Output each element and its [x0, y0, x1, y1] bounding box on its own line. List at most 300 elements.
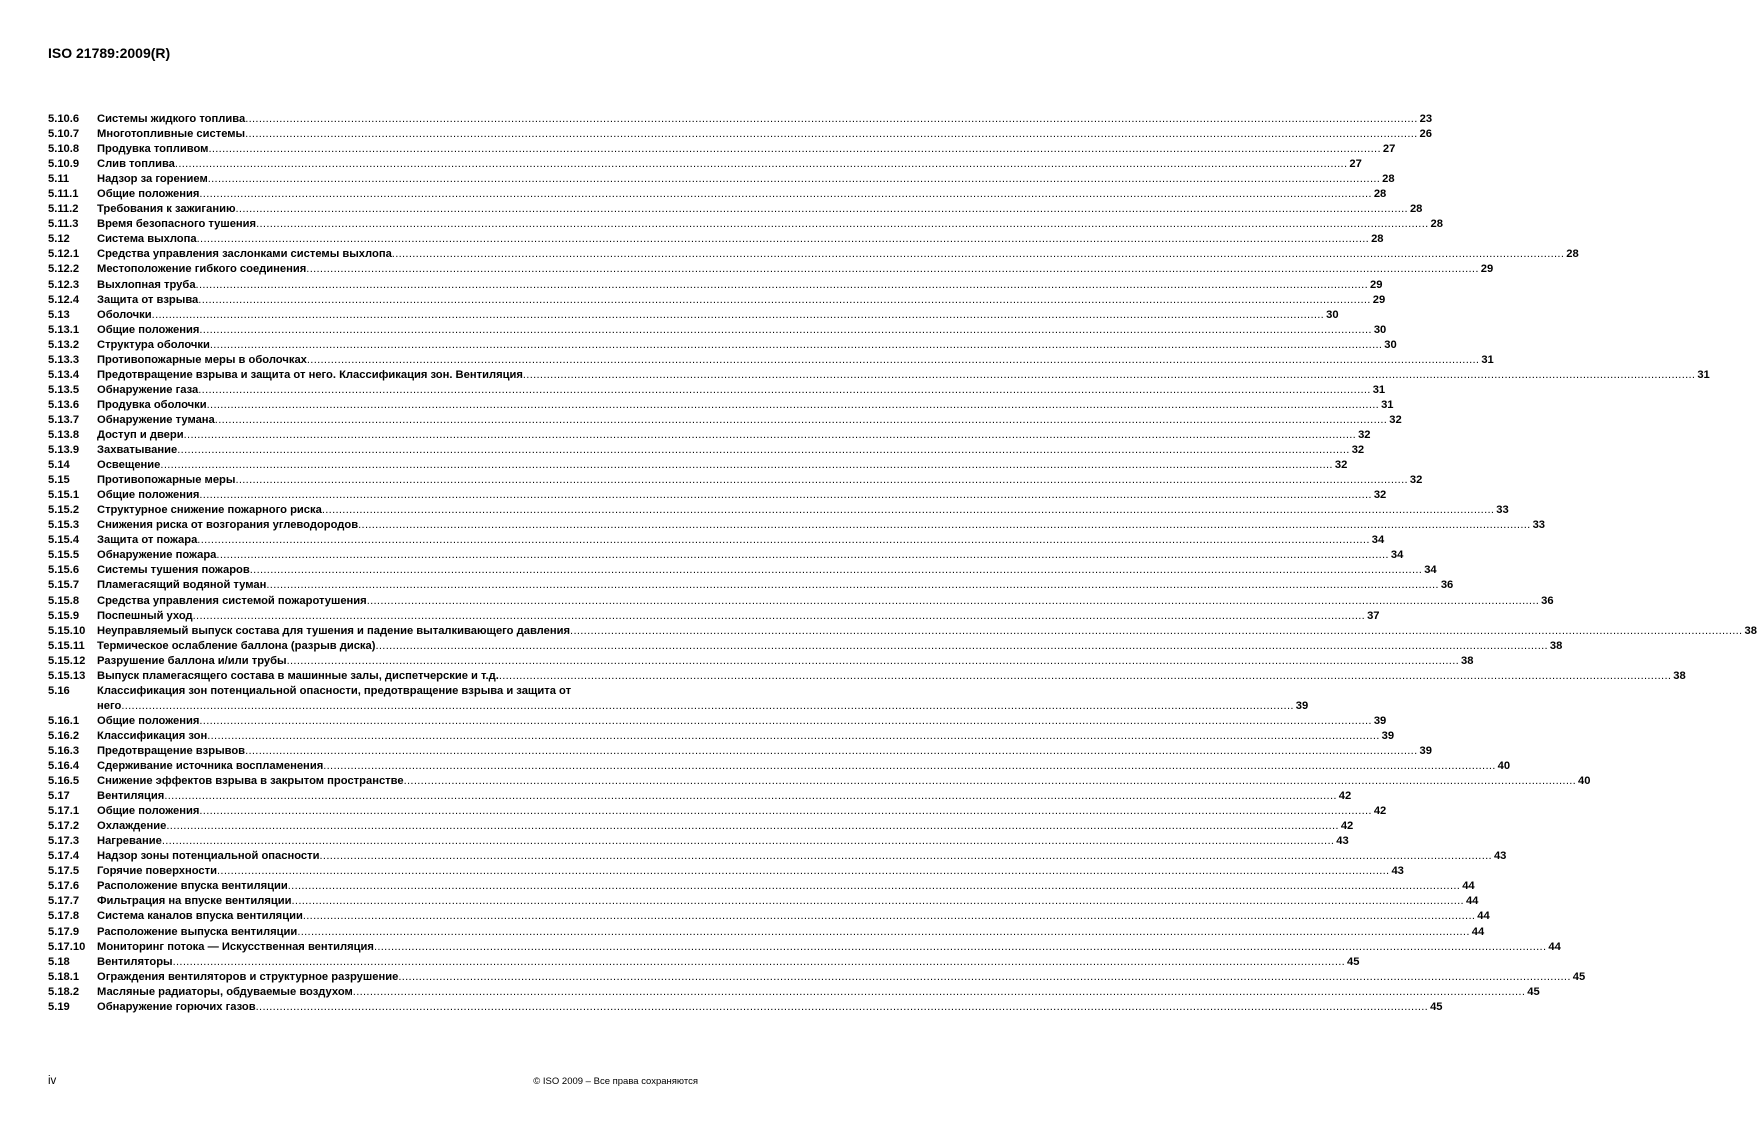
toc-entry-title: Вентиляция [97, 790, 165, 803]
toc-entry[interactable] [48, 729, 1395, 744]
toc-entry[interactable] [48, 548, 1404, 563]
dot-leader [162, 834, 1334, 849]
toc-entry[interactable] [48, 458, 1348, 473]
toc-entry[interactable] [48, 654, 1474, 669]
toc-entry-number: 5.13.7 [48, 413, 80, 426]
toc-entry-page: 31 [1697, 368, 1710, 381]
dot-leader [306, 262, 1478, 277]
toc-entry[interactable] [48, 819, 1354, 834]
toc-entry[interactable] [48, 744, 1432, 759]
toc-entry-page: 39 [1419, 744, 1432, 757]
toc-entry-number: 5.17.9 [48, 925, 80, 938]
dot-leader [358, 518, 1530, 533]
toc-entry-page: 39 [1373, 714, 1387, 727]
toc-entry[interactable] [48, 563, 1437, 578]
toc-entry-page: 33 [1532, 519, 1546, 532]
toc-entry[interactable] [48, 849, 1507, 864]
toc-entry-title: Противопожарные меры [97, 474, 236, 487]
dot-leader [210, 338, 1382, 353]
toc-entry-number: 5.15.11 [48, 639, 85, 652]
dot-leader [152, 308, 1324, 323]
toc-entry-title: Освещение [97, 459, 161, 472]
toc-entry-title: Продувка оболочки [97, 398, 207, 411]
toc-entry-title: Предотвращение взрыва и защита от него. Классификация зон. Вентиляция [97, 368, 523, 381]
toc-entry[interactable] [48, 172, 1395, 187]
toc-entry-page: 44 [1477, 910, 1490, 923]
toc-entry-page: 45 [1347, 955, 1360, 968]
toc-entry-page: 30 [1373, 323, 1387, 336]
dot-leader [173, 955, 1345, 970]
toc-entry-page: 45 [1572, 970, 1586, 983]
toc-entry-title: Обнаружение горючих газов [97, 1000, 256, 1013]
toc-entry-title: Системы тушения пожаров [97, 564, 250, 577]
toc-entry[interactable] [48, 247, 1579, 262]
toc-entry-number: 5.17 [48, 790, 70, 803]
toc-entry[interactable] [48, 774, 1591, 789]
toc-entry[interactable] [48, 202, 1423, 217]
toc-entry[interactable] [48, 217, 1443, 232]
toc-entry[interactable] [48, 262, 1494, 277]
toc-entry-number: 5.15.8 [48, 594, 80, 607]
toc-entry-page: 43 [1493, 850, 1507, 863]
toc-entry-page: 29 [1369, 278, 1383, 291]
toc-entry[interactable] [48, 804, 1387, 819]
toc-entry-title: Обнаружение газа [97, 383, 199, 396]
toc-entry[interactable] [48, 624, 1757, 639]
dot-leader [164, 789, 1336, 804]
toc-entry[interactable] [48, 142, 1396, 157]
toc-entry[interactable] [48, 428, 1371, 443]
toc-entry-title: Надзор за горением [97, 173, 208, 186]
toc-entry-title: Система каналов впуска вентиляции [97, 910, 303, 923]
toc-entry[interactable] [48, 578, 1454, 593]
toc-entry[interactable] [48, 609, 1380, 624]
toc-entry-title: Система выхлопа [97, 233, 197, 246]
dot-leader [367, 594, 1539, 609]
toc-entry-title: Средства управления заслонками системы выхлопа [97, 248, 392, 261]
dot-leader [250, 563, 1422, 578]
toc-entry-number: 5.11 [48, 173, 70, 186]
toc-entry-page: 29 [1372, 293, 1386, 306]
dot-leader [320, 849, 1492, 864]
toc-entry[interactable] [48, 308, 1339, 323]
toc-entry-title: Снижения риска от возгорания углеводородов [97, 519, 359, 532]
toc-entry[interactable] [48, 985, 1540, 1000]
dot-leader [245, 127, 1417, 142]
dot-leader [322, 503, 1494, 518]
dot-leader [193, 609, 1365, 624]
toc-entry-page: 40 [1497, 760, 1511, 773]
dot-leader [404, 774, 1576, 789]
toc-entry-number: 5.10.6 [48, 113, 80, 125]
toc-entry-page: 44 [1471, 925, 1485, 938]
toc-entry-page: 34 [1390, 549, 1404, 562]
toc-entry-page: 27 [1382, 143, 1396, 156]
toc-entry-title: Термическое ослабление баллона (разрыв диска) [97, 639, 376, 652]
toc-entry[interactable] [48, 232, 1384, 247]
dot-leader [215, 413, 1387, 428]
toc-entry[interactable] [48, 157, 1362, 172]
toc-entry[interactable] [48, 112, 1433, 127]
toc-entry[interactable] [48, 639, 1563, 654]
toc-entry-number: 5.15 [48, 474, 70, 487]
dot-leader [184, 428, 1356, 443]
toc-entry[interactable] [48, 789, 1352, 804]
toc-entry-title: Многотопливные системы [97, 128, 246, 141]
toc-entry-number: 5.15.9 [48, 609, 80, 622]
dot-leader [392, 247, 1564, 262]
toc-entry-title: Средства управления системой пожаротушения [97, 594, 367, 607]
page-number: iv [48, 1075, 57, 1087]
dot-leader [288, 879, 1460, 894]
toc-entry-title: Оболочки [97, 308, 152, 321]
toc-entry[interactable] [48, 398, 1394, 413]
toc-entry-title: Вентиляторы [97, 955, 173, 968]
toc-entry-page: 39 [1295, 699, 1309, 712]
dot-leader [199, 323, 1371, 338]
toc-entry-title: Масляные радиаторы, обдуваемые воздухом [97, 985, 353, 998]
dot-leader [197, 533, 1369, 548]
toc-entry[interactable] [48, 503, 1509, 518]
toc-entry-title: Время безопасного тушения [97, 218, 257, 231]
toc-entry-page: 43 [1391, 865, 1404, 878]
toc-entry-page: 31 [1481, 353, 1494, 366]
toc-entry[interactable] [48, 940, 1561, 955]
toc-entry-number: 5.15.4 [48, 534, 80, 547]
toc-entry-number: 5.10.9 [48, 158, 80, 171]
toc-entry[interactable] [48, 443, 1365, 458]
toc-entry-title: Поспешный уход [97, 609, 193, 622]
dot-leader [523, 368, 1695, 383]
toc-entry-number: 5.17.8 [48, 910, 80, 923]
toc-entry-number: 5.15.10 [48, 624, 86, 637]
dot-leader [307, 353, 1479, 368]
dot-leader [166, 819, 1338, 834]
dot-leader [208, 172, 1380, 187]
toc-entry-number: 5.15.2 [48, 504, 80, 517]
dot-leader [198, 293, 1370, 308]
toc-entry-page: 28 [1373, 188, 1387, 201]
toc-entry-number: 5.13.5 [48, 383, 80, 396]
toc-entry[interactable] [48, 759, 1511, 774]
toc-entry-title: Нагревание [97, 835, 162, 848]
toc-entry-title: Обнаружение пожара [97, 549, 217, 562]
toc-entry-number: 5.11.1 [48, 188, 79, 201]
toc-entry-page: 38 [1549, 639, 1563, 652]
toc-entry-number: 5.12.3 [48, 278, 80, 291]
toc-entry-title-line1: Классификация зон потенциальной опасности, предотвращение взрыва и защита от [97, 684, 572, 697]
toc-entry-title: Сдерживание источника воспламенения [97, 760, 324, 773]
toc-entry[interactable] [48, 383, 1386, 398]
toc-entry-title: Доступ и двери [97, 428, 184, 441]
toc-entry-title: Фильтрация на впуске вентиляции [97, 895, 292, 908]
toc-entry-number: 5.13.8 [48, 428, 80, 441]
toc-entry-number: 5.15.12 [48, 654, 86, 667]
toc-entry-page: 40 [1578, 775, 1591, 788]
toc-entry-number: 5.13.1 [48, 323, 80, 336]
toc-entry-number: 5.15.6 [48, 564, 80, 577]
toc-entry-page: 23 [1419, 113, 1433, 125]
toc-entry-number: 5.18.1 [48, 970, 80, 983]
toc-entry-title: Структура оболочки [97, 338, 210, 351]
dot-leader [375, 639, 1547, 654]
toc-entry-number: 5.17.1 [48, 805, 80, 818]
toc-entry-page: 45 [1527, 985, 1540, 998]
toc-entry[interactable] [48, 473, 1423, 488]
dot-leader [235, 473, 1407, 488]
toc-entry-number: 5.17.4 [48, 850, 80, 863]
toc-entry-number: 5.18 [48, 955, 70, 968]
toc-entry-number: 5.13 [48, 308, 70, 321]
toc-entry-title: Снижение эффектов взрыва в закрытом пространстве [97, 775, 404, 788]
toc-entry-title: Выпуск пламегасящего состава в машинные залы, диспетчерские и т.д. [97, 669, 499, 682]
toc-entry-number: 5.11.2 [48, 203, 79, 216]
dot-leader [398, 970, 1570, 985]
toc-entry-page: 42 [1373, 805, 1387, 818]
toc-entry-title: Системы жидкого топлива [97, 113, 246, 125]
dot-leader [499, 669, 1671, 684]
toc-entry-page: 32 [1373, 489, 1387, 502]
toc-entry-title: Общие положения [97, 805, 200, 818]
toc-entry-number: 5.16.4 [48, 760, 80, 773]
dot-leader [303, 909, 1475, 924]
toc-entry-number: 5.15.7 [48, 579, 80, 592]
toc-entry-title: Общие положения [97, 188, 200, 201]
toc-entry-page: 34 [1424, 564, 1437, 577]
toc-entry[interactable] [48, 488, 1387, 503]
toc-entry[interactable] [48, 127, 1432, 142]
dot-leader [197, 232, 1369, 247]
dot-leader [217, 864, 1389, 879]
dot-leader [245, 744, 1417, 759]
toc-entry[interactable] [48, 323, 1387, 338]
toc-entry[interactable] [48, 518, 1546, 533]
toc-entry-page: 28 [1382, 173, 1395, 186]
toc-entry-page: 31 [1372, 383, 1386, 396]
toc-entry-number: 5.13.9 [48, 444, 80, 457]
toc-entry-number: 5.17.5 [48, 865, 80, 878]
toc-entry-number: 5.16.1 [48, 714, 80, 727]
toc-entry[interactable] [48, 714, 1387, 729]
toc-entry-number: 5.10.8 [48, 143, 80, 156]
toc-entry-title: Охлаждение [97, 820, 167, 833]
toc-entry-title: него [97, 699, 122, 712]
toc-entry[interactable] [48, 925, 1485, 940]
toc-entry-number: 5.11.3 [48, 218, 79, 231]
toc-entry-number: 5.17.3 [48, 835, 80, 848]
toc-entry-page: 42 [1340, 820, 1354, 833]
toc-entry-number: 5.12 [48, 233, 70, 246]
dot-leader [208, 142, 1380, 157]
toc-entry[interactable] [48, 533, 1385, 548]
dot-leader [196, 278, 1368, 293]
toc-entry-number: 5.10.7 [48, 128, 80, 141]
toc-entry[interactable] [48, 293, 1386, 308]
toc-entry-number: 5.17.2 [48, 820, 80, 833]
toc-entry-page: 28 [1430, 218, 1443, 231]
toc-entry-page: 28 [1566, 248, 1579, 261]
dot-leader [374, 940, 1546, 955]
toc-entry-page: 27 [1349, 158, 1362, 171]
toc-entry[interactable] [48, 894, 1479, 909]
toc-entry-title: Мониторинг потока — Искусственная вентиляция [97, 940, 374, 953]
toc-entry-page: 38 [1673, 669, 1686, 682]
toc-entry-number: 5.13.3 [48, 353, 80, 366]
toc-entry-page: 44 [1548, 940, 1561, 953]
toc-entry-title: Расположение выпуска вентиляции [97, 925, 298, 938]
toc-entry-number: 5.18.2 [48, 985, 80, 998]
toc-entry-title: Обнаружение тумана [97, 413, 215, 426]
toc-entry-page: 37 [1367, 609, 1380, 622]
dot-leader [570, 624, 1742, 639]
dot-leader [297, 925, 1469, 940]
toc-entry-page: 32 [1389, 413, 1402, 426]
toc-entry[interactable] [48, 909, 1490, 924]
toc-entry[interactable] [48, 187, 1387, 202]
toc-entry-page: 44 [1465, 895, 1479, 908]
toc-entry-title: Разрушение баллона и/или трубы [97, 654, 287, 667]
toc-entry-page: 28 [1371, 233, 1384, 246]
toc-entry[interactable] [48, 278, 1383, 293]
toc-entry-number: 5.16.2 [48, 729, 80, 742]
toc-entry-title: Структурное снижение пожарного риска [97, 504, 322, 517]
toc-entry-number: 5.16 [48, 684, 70, 697]
toc-entry-page: 26 [1419, 128, 1432, 141]
dot-leader [245, 112, 1417, 127]
toc-entry-page: 29 [1480, 263, 1494, 276]
toc-entry-number: 5.12.4 [48, 293, 80, 306]
table-of-contents [48, 112, 1757, 1015]
toc-entry-page: 28 [1409, 203, 1423, 216]
toc-entry[interactable] [48, 864, 1404, 879]
toc-entry-number: 5.12.1 [48, 248, 80, 261]
toc-entry-title: Захватывание [97, 444, 178, 457]
dot-leader [236, 202, 1408, 217]
toc-entry-title: Надзор зоны потенциальной опасности [97, 850, 320, 863]
toc-entry-title: Расположение впуска вентиляции [97, 880, 288, 893]
toc-entry-number: 5.13.4 [48, 368, 80, 381]
dot-leader [266, 578, 1438, 593]
toc-entry[interactable] [48, 684, 1309, 714]
toc-entry-title: Защита от пожара [97, 534, 198, 547]
toc-entry-title: Общие положения [97, 323, 200, 336]
toc-entry-title: Ограждения вентиляторов и структурное разрушение [97, 970, 399, 983]
toc-entry-title: Предотвращение взрывов [97, 744, 246, 757]
toc-entry-page: 39 [1381, 729, 1395, 742]
toc-entry-number: 5.13.6 [48, 398, 80, 411]
toc-entry-number: 5.12.2 [48, 263, 80, 276]
toc-entry-page: 32 [1334, 459, 1348, 472]
toc-entry-number: 5.17.10 [48, 940, 86, 953]
dot-leader [177, 443, 1349, 458]
toc-entry-title: Общие положения [97, 714, 200, 727]
toc-entry-page: 44 [1462, 880, 1475, 893]
toc-entry-page: 32 [1351, 444, 1365, 457]
toc-entry-page: 45 [1430, 1000, 1443, 1013]
toc-entry-number: 5.13.2 [48, 338, 80, 351]
toc-entry-page: 33 [1496, 504, 1509, 517]
toc-entry[interactable] [48, 413, 1402, 428]
toc-entry-title: Местоположение гибкого соединения [97, 263, 307, 276]
toc-entry-title: Пламегасящий водяной туман [97, 579, 267, 592]
toc-entry[interactable] [48, 879, 1475, 894]
toc-entry-page: 36 [1541, 594, 1554, 607]
toc-entry-number: 5.14 [48, 459, 70, 472]
toc-entry-page: 32 [1358, 428, 1371, 441]
dot-leader [160, 458, 1332, 473]
dot-leader [199, 714, 1371, 729]
dot-leader [287, 654, 1459, 669]
toc-entry-page: 36 [1440, 579, 1454, 592]
toc-entry-number: 5.15.5 [48, 549, 80, 562]
toc-entry-number: 5.19 [48, 1000, 70, 1013]
dot-leader [292, 894, 1464, 909]
toc-entry-number: 5.16.3 [48, 744, 80, 757]
toc-entry-page: 43 [1336, 835, 1349, 848]
toc-entry-title: Классификация зон [97, 729, 208, 742]
toc-entry-number: 5.17.7 [48, 895, 80, 908]
toc-entry-title: Общие положения [97, 489, 200, 502]
toc-entry-page: 30 [1326, 308, 1339, 321]
toc-entry-page: 34 [1371, 534, 1385, 547]
toc-entry[interactable] [48, 594, 1554, 609]
dot-leader [256, 217, 1428, 232]
copyright-notice: © ISO 2009 – Все права сохраняются [533, 1076, 698, 1087]
dot-leader [323, 759, 1495, 774]
toc-entry-title: Защита от взрыва [97, 293, 199, 306]
document-header: ISO 21789:2009(R) [48, 45, 171, 61]
toc-entry[interactable] [48, 338, 1397, 353]
toc-entry-number: 5.15.13 [48, 669, 86, 682]
toc-entry[interactable] [48, 368, 1710, 383]
toc-entry-number: 5.17.6 [48, 880, 80, 893]
toc-entry[interactable] [48, 834, 1349, 849]
toc-entry-page: 38 [1461, 654, 1474, 667]
toc-entry-page: 32 [1409, 474, 1423, 487]
toc-entry-number: 5.15.1 [48, 489, 80, 502]
toc-entry-title: Горячие поверхности [97, 865, 218, 878]
dot-leader [207, 729, 1379, 744]
toc-entry-page: 30 [1384, 338, 1397, 351]
dot-leader [216, 548, 1388, 563]
toc-entry-number: 5.16.5 [48, 775, 80, 788]
toc-entry-number: 5.15.3 [48, 519, 80, 532]
dot-leader [353, 985, 1525, 1000]
toc-entry[interactable] [48, 353, 1494, 368]
toc-entry-title: Неуправляемый выпуск состава для тушения и падение выталкивающего давления [97, 624, 571, 637]
dot-leader [199, 187, 1371, 202]
toc-entry-page: 38 [1744, 624, 1757, 637]
toc-entry[interactable] [48, 970, 1586, 985]
toc-entry-page: 31 [1381, 398, 1394, 411]
toc-entry[interactable] [48, 669, 1686, 684]
toc-entry-title: Продувка топливом [97, 143, 209, 156]
dot-leader [175, 157, 1347, 172]
toc-entry-title: Противопожарные меры в оболочках [97, 353, 307, 366]
toc-entry-title: Слив топлива [97, 158, 175, 171]
toc-entry-page: 42 [1338, 790, 1352, 803]
toc-entry-title: Выхлопная труба [97, 278, 196, 291]
toc-entry[interactable] [48, 955, 1360, 970]
dot-leader [198, 383, 1370, 398]
toc-entry-title: Требования к зажиганию [97, 203, 236, 216]
dot-leader [121, 699, 1293, 714]
dot-leader [199, 804, 1371, 819]
toc-entry[interactable] [48, 1000, 1443, 1015]
dot-leader [199, 488, 1371, 503]
dot-leader [207, 398, 1379, 413]
dot-leader [256, 1000, 1428, 1015]
